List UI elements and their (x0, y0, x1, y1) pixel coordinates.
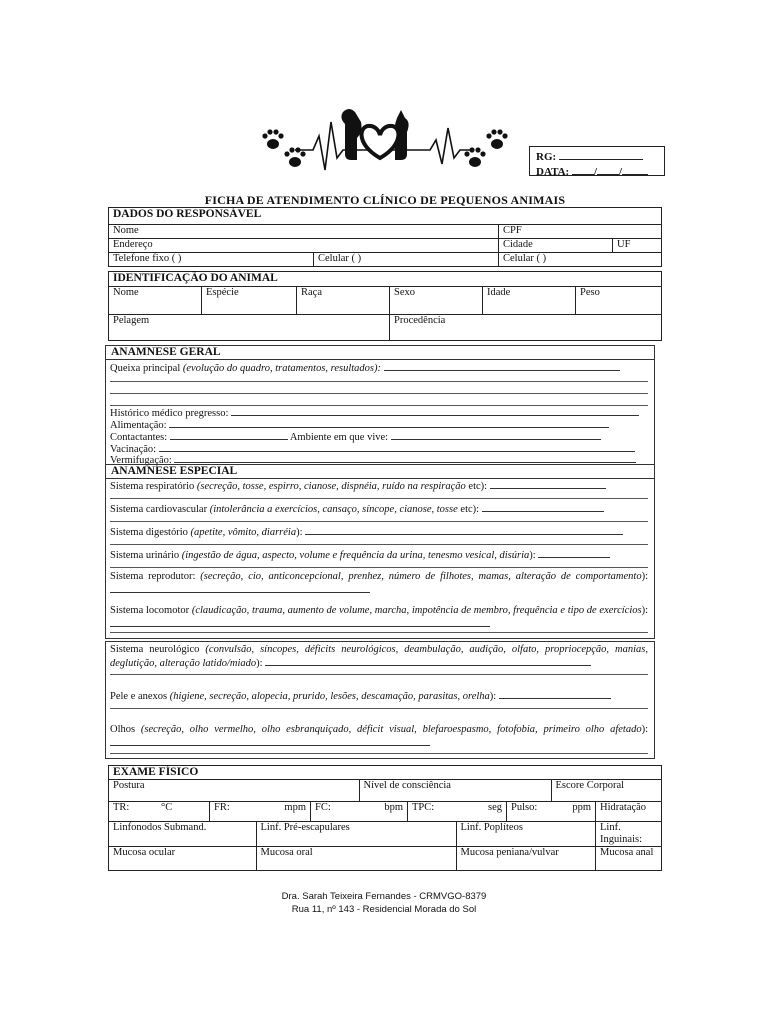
paw-icon (262, 129, 283, 149)
queixa-principal: Queixa principal (evolução do quadro, tratamentos, resultados): (110, 361, 648, 375)
tpc-unit: seg (456, 802, 507, 822)
olhos-field[interactable] (110, 736, 430, 746)
postura-field[interactable]: Postura (109, 780, 360, 802)
answer-line[interactable] (110, 393, 648, 394)
fc-unit: bpm (359, 802, 408, 822)
tr-label: TR: (109, 802, 158, 822)
answer-line[interactable] (110, 544, 648, 545)
tpc-label: TPC: (408, 802, 457, 822)
pelagem-field[interactable]: Pelagem (109, 315, 390, 341)
anamnese-box (105, 345, 655, 639)
sistema-reprodutor: Sistema reprodutor: (secreção, cio, anticoncepcional, prenhez, número de filhotes, mamas, alteração de comportamento): (110, 571, 648, 597)
linfonodos-submand-field[interactable]: Linfonodos Submand. (109, 822, 257, 847)
cardiovascular-field[interactable] (482, 502, 604, 512)
sistema-respiratorio: Sistema respiratório (secreção, tosse, espirro, cianose, dispnéia, ruído na respiração etc): (110, 479, 648, 493)
animal-table (108, 271, 662, 341)
reprodutor-field[interactable] (110, 583, 370, 593)
animal-sexo-field[interactable]: Sexo (390, 287, 483, 315)
exame-fisico-table (108, 765, 662, 871)
sistema-locomotor: Sistema locomotor (claudicação, trauma, aumento de volume, marcha, impotência de membro, frequência e tipo de exercícios): (110, 605, 648, 631)
section-title: DADOS DO RESPONSÁVEL (109, 208, 662, 225)
footer-address: Rua 11, nº 143 - Residencial Morada do Sol (291, 904, 477, 915)
vacinacao-field[interactable] (159, 442, 635, 452)
answer-line[interactable] (110, 708, 648, 709)
rg-label: RG: (536, 151, 557, 163)
animal-idade-field[interactable]: Idade (483, 287, 576, 315)
vermifugacao-field[interactable] (174, 453, 636, 463)
contactantes: Contactantes: Ambiente em que vive: (110, 430, 648, 444)
date-month-field[interactable] (597, 164, 619, 175)
telefone-field[interactable]: Telefone fixo ( ) (109, 253, 314, 267)
celular-field[interactable]: Celular ( ) (314, 253, 499, 267)
pele-anexos-field[interactable] (499, 689, 611, 699)
pulso-label: Pulso: (507, 802, 552, 822)
digestorio-field[interactable] (305, 525, 623, 535)
cpf-field[interactable]: CPF (499, 225, 662, 239)
queixa-field[interactable] (384, 361, 620, 371)
answer-line[interactable] (110, 632, 648, 633)
cidade-field[interactable]: Cidade (499, 239, 613, 253)
section-title: ANAMNESE ESPECIAL (106, 464, 654, 479)
respiratorio-field[interactable] (490, 479, 606, 489)
hidratacao-field[interactable]: Hidratação (596, 802, 662, 822)
paw-icon (486, 129, 507, 149)
alimentacao: Alimentação: (110, 418, 648, 432)
linf-inguinais-field[interactable]: Linf. Inguinais: (596, 822, 662, 847)
sistema-urinario: Sistema urinário (ingestão de água, aspecto, volume e frequência da urina, tenesmo vesical, disúria): (110, 548, 648, 562)
animal-peso-field[interactable]: Peso (576, 287, 662, 315)
rg-field[interactable] (559, 149, 643, 160)
answer-line[interactable] (110, 498, 648, 499)
mucosa-peniana-vulvar-field[interactable]: Mucosa peniana/vulvar (456, 847, 596, 871)
anamnese-especial-box (105, 641, 655, 759)
linf-popliteos-field[interactable]: Linf. Poplíteos (456, 822, 596, 847)
dog-cat-heart-icon (341, 109, 408, 160)
historico-field[interactable] (231, 406, 639, 416)
sistema-cardiovascular: Sistema cardiovascular (intolerância a exercícios, cansaço, síncope, cianose, tosse etc): (110, 502, 648, 516)
answer-line[interactable] (110, 521, 648, 522)
fc-label: FC: (311, 802, 360, 822)
animal-especie-field[interactable]: Espécie (202, 287, 297, 315)
nivel-consciencia-field[interactable]: Nível de consciência (359, 780, 551, 802)
pele-anexos: Pele e anexos (higiene, secreção, alopecia, prurido, lesões, descamação, parasitas, orelha): (110, 689, 648, 703)
mucosa-anal-field[interactable]: Mucosa anal (596, 847, 662, 871)
answer-line[interactable] (110, 753, 648, 754)
answer-line[interactable] (110, 381, 648, 382)
animal-raca-field[interactable]: Raça (297, 287, 390, 315)
footer (0, 890, 768, 916)
fr-unit: mpm (256, 802, 311, 822)
locomotor-field[interactable] (110, 617, 490, 627)
date-year-field[interactable] (622, 164, 648, 175)
mucosa-oral-field[interactable]: Mucosa oral (256, 847, 456, 871)
rg-date-box: RG: DATA: / / (529, 146, 665, 176)
linf-pre-escapulares-field[interactable]: Linf. Pré-escapulares (256, 822, 456, 847)
fr-label: FR: (210, 802, 257, 822)
escore-corporal-field[interactable]: Escore Corporal (551, 780, 662, 802)
sistema-digestorio: Sistema digestório (apetite, vômito, diarréia): (110, 525, 648, 539)
endereco-field[interactable]: Endereço (109, 239, 499, 253)
historico-medico: Histórico médico pregresso: (110, 406, 648, 420)
nome-responsavel-field[interactable]: Nome (109, 225, 499, 239)
date-label: DATA: (536, 166, 570, 178)
footer-vet-name: Dra. Sarah Teixeira Fernandes - CRMVGO-8379 (281, 891, 487, 902)
section-title: IDENTIFICAÇÃO DO ANIMAL (109, 272, 662, 287)
mucosa-ocular-field[interactable]: Mucosa ocular (109, 847, 257, 871)
vermifugacao: Vermifugação: (110, 453, 648, 467)
vacinacao: Vacinação: (110, 442, 648, 456)
answer-line[interactable] (110, 567, 648, 568)
uf-field[interactable]: UF (613, 239, 662, 253)
olhos: Olhos (secreção, olho vermelho, olho esbranquiçado, déficit visual, blefaroespasmo, fotofobia, primeiro olho afetado): (110, 724, 648, 750)
section-title: EXAME FÍSICO (109, 766, 662, 780)
tr-unit: °C (157, 802, 210, 822)
responsavel-table (108, 207, 662, 267)
form-title: FICHA DE ATENDIMENTO CLÍNICO DE PEQUENOS ANIMAIS (204, 193, 566, 207)
ambiente-field[interactable] (391, 430, 601, 440)
pulso-unit: ppm (551, 802, 596, 822)
animal-nome-field[interactable]: Nome (109, 287, 202, 315)
answer-line[interactable] (110, 674, 648, 675)
alimentacao-field[interactable] (169, 418, 609, 428)
sistema-neurologico: Sistema neurológico (convulsão, síncopes, déficits neurológicos, deambulação, audição, olfato, propriocepção, manias, deglutição, alteração latido/miado): (110, 644, 649, 669)
paw-heartbeat-logo (255, 100, 515, 186)
header-logo (255, 100, 515, 186)
procedencia-field[interactable]: Procedência (390, 315, 662, 341)
neurologico-field[interactable] (265, 656, 591, 666)
section-title: ANAMNESE GERAL (106, 346, 654, 360)
contactantes-field[interactable] (170, 430, 288, 440)
celular-field-2[interactable]: Celular ( ) (499, 253, 662, 267)
urinario-field[interactable] (538, 548, 610, 558)
date-day-field[interactable] (572, 164, 594, 175)
